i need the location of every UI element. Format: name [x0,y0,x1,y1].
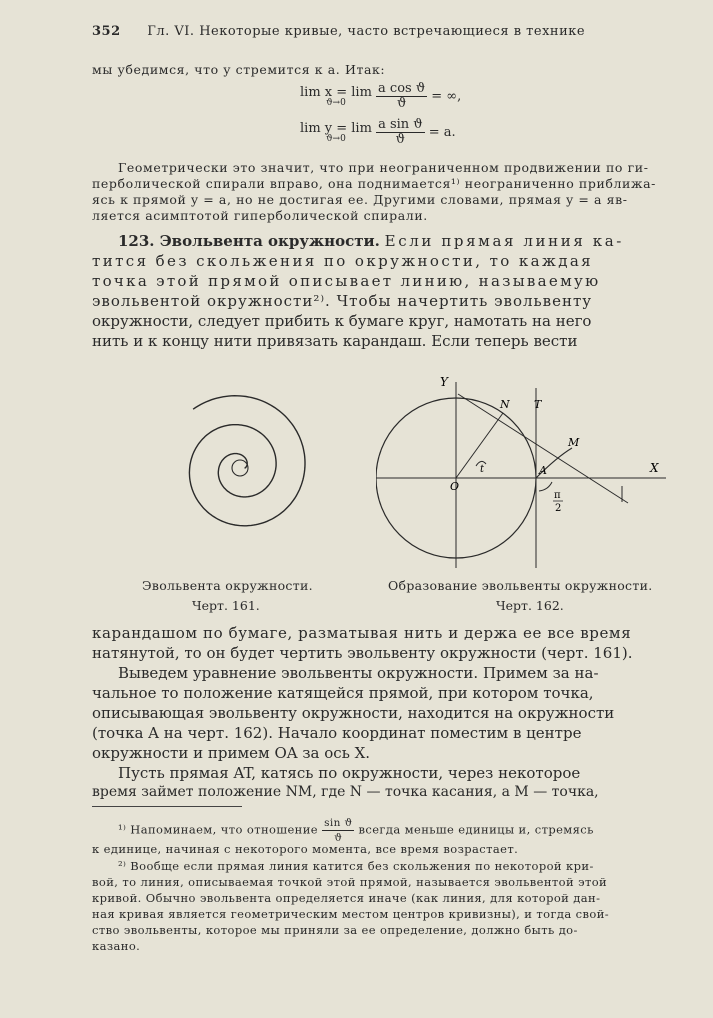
body-line: описывающая эвольвенту окружности, находится на окружности [92,704,615,722]
body-line: окружности и примем OA за ось X. [92,744,371,762]
formula-1-num: a cos ϑ [378,81,426,96]
footnote-rule [92,806,242,807]
section-line: эвольвентой окружности²⁾. Чтобы начертить эвольвенту [92,292,593,310]
footnote-1-num: sin ϑ [324,817,353,829]
label-a: A [539,464,547,477]
footnote-2-line: кривой. Обычно эвольвента определяется иначе (как линия, для которой дан- [92,891,601,905]
note-line: перболической спирали вправо, она поднимается¹⁾ неограниченно приближа- [92,176,656,191]
footnote-1-post: всегда меньше единицы и, стремясь [358,822,594,837]
running-title: Гл. VI. Некоторые кривые, часто встречающиеся в технике [147,24,586,39]
label-t-small: t [480,464,485,475]
section-line: Если прямая линия ка- [384,232,624,250]
formula-2-sub: ϑ→0 [326,133,346,144]
section-line: нить и к концу нити привязать карандаш. Если теперь вести [92,332,578,350]
footnote-2-line: ство эвольвенты, которое мы приняли за ее определение, должно быть до- [92,923,578,937]
formula-2-rhs: = a. [428,125,456,140]
footnote-1-den: ϑ [334,832,343,844]
footnote-2-line: ная кривая является геометрическим местом центров кривизны), и тогда свой- [92,907,610,921]
figure-161-number: Черт. 161. [192,598,260,613]
body-line: (точка A на черт. 162). Начало координат поместим в центре [92,724,582,742]
formula-1-sub: ϑ→0 [326,97,346,108]
angle-arc [539,482,552,491]
footnote-1 [118,816,594,845]
figure-162-number: Черт. 162. [496,598,564,613]
label-n: N [500,398,510,411]
label-y: Y [440,375,448,389]
label-x: X [650,461,659,475]
body-line: Пусть прямая AT, катясь по окружности, через некоторое [118,764,581,782]
note-line: ясь к прямой y = a, но не достигая ее. Другими словами, прямая y = a яв- [92,192,628,207]
label-m: M [568,436,580,449]
formula-limit-x [300,82,461,111]
label-two: 2 [555,503,562,514]
body-line: чальное то положение катящейся прямой, при котором точка, [92,684,594,702]
note-line: Геометрически это значит, что при неограниченном продвижении по ги- [118,160,649,175]
formula-1-den: ϑ [396,96,407,111]
formula-1-rhs: = ∞, [431,89,462,104]
section-first-line [118,232,624,250]
intro-line: мы убедимся, что y стремится к a. Итак: [92,62,386,77]
formula-limit-y [300,118,456,147]
section-line: тится без скольжения по окружности, то каждая [92,252,594,270]
formula-2-lhs: lim y = lim [300,120,372,136]
page-number: 352 [92,24,121,39]
footnote-2-line: вой, то линия, описываемая точкой этой прямой, называется эвольвентой этой [92,875,608,889]
body-line: натянутой, то он будет чертить эвольвенту окружности (черт. 161). [92,644,633,662]
footnote-2-line: казано. [92,939,141,953]
involute-curve [189,396,305,526]
section-title: 123. Эвольвента окружности. [118,232,380,250]
formula-2-num: a sin ϑ [378,117,423,132]
section-line: окружности, следует прибить к бумаге круг, намотать на него [92,312,592,330]
body-line: карандашом по бумаге, разматывая нить и держа ее все время [92,624,632,642]
note-line: ляется асимптотой гиперболической спирали. [92,208,428,223]
section-line: точка этой прямой описывает линию, называемую [92,272,601,290]
footnote-2-line: ²⁾ Вообще если прямая линия катится без скольжения по некоторой кри- [118,859,594,873]
page-header [92,24,692,39]
figure-161-involute [100,352,390,576]
footnote-1-pre: ¹⁾ Напоминаем, что отношение [118,822,319,837]
formula-2-den: ϑ [395,132,405,147]
label-o: O [450,480,460,493]
body-line: Выведем уравнение эвольвенты окружности. Примем за на- [118,664,599,682]
figure-161-caption: Эвольвента окружности. [142,578,313,593]
figure-162-formation [376,368,686,570]
label-t: T [534,398,542,411]
body-line: время займет положение NM, где N — точка касания, а M — точка, [92,784,599,800]
formula-1-lhs: lim x = lim [300,84,372,100]
footnote-1-line-2: к единице, начиная с некоторого момента, все время возрастает. [92,842,519,856]
label-pi: π [554,490,561,501]
figure-162-caption: Образование эвольвенты окружности. [388,578,653,593]
tangent-line-nm [458,394,628,503]
